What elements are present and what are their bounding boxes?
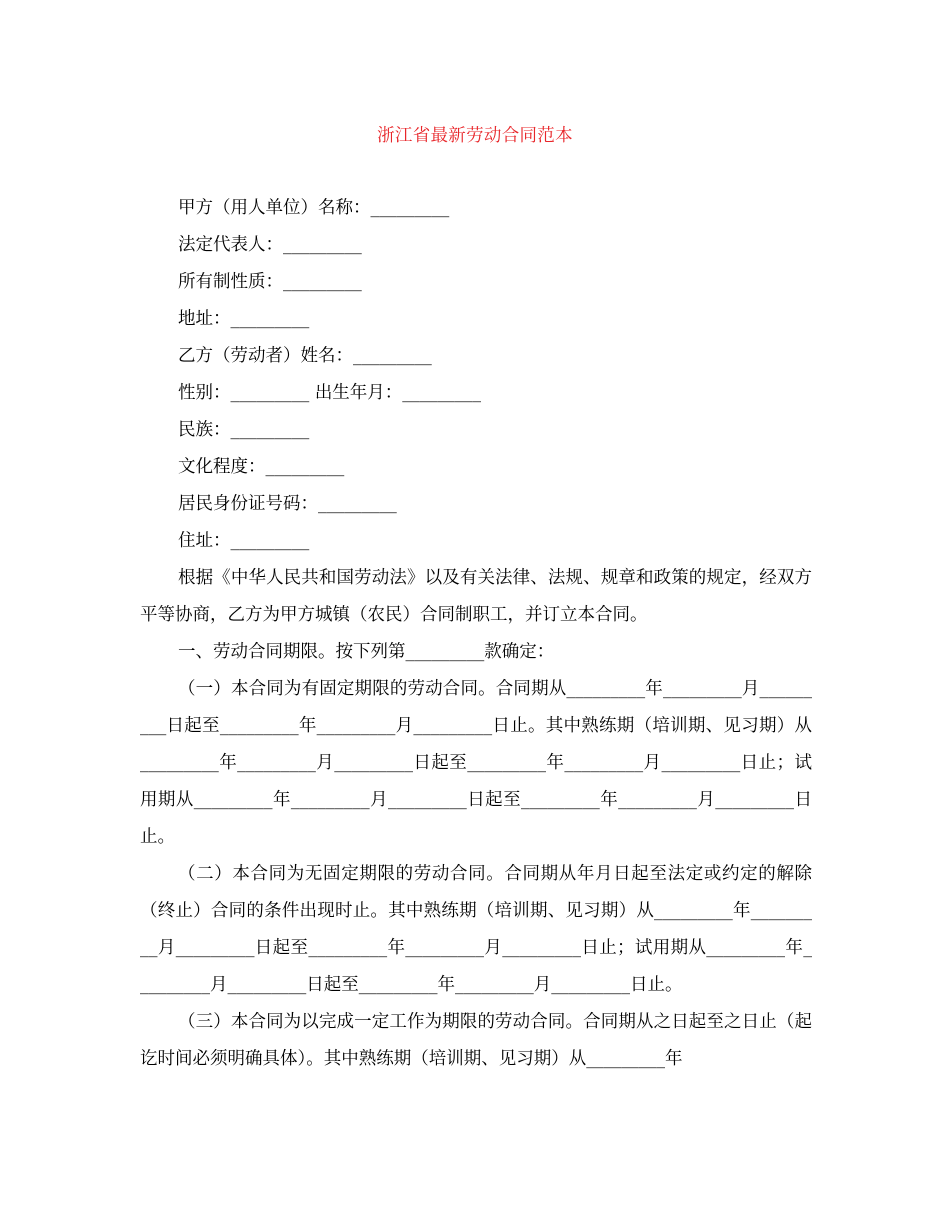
field-employer-address: 地址：_________ bbox=[178, 309, 310, 329]
paragraph-open-term: （二）本合同为无固定期限的劳动合同。合同期从年月日起至法定或约定的解除（终止）合同的条件出现时止。其中熟练期（培训期、见习期）从_________年_________月_________日起至_________年_________月_________日止；试用期从_________年_________月_________日起至_________年_________月_________日止。 bbox=[140, 864, 812, 995]
field-gender-birth: 性别：_________ 出生年月：_________ bbox=[178, 383, 482, 403]
field-legal-representative: 法定代表人：_________ bbox=[178, 235, 362, 255]
field-ethnicity: 民族：_________ bbox=[178, 420, 310, 440]
paragraph-task-term: （三）本合同为以完成一定工作为期限的劳动合同。合同期从之日起至之日止（起讫时间必须明确具体）。其中熟练期（培训期、见习期）从_________年 bbox=[140, 1012, 812, 1069]
paragraph-preamble: 根据《中华人民共和国劳动法》以及有关法律、法规、规章和政策的规定，经双方平等协商，乙方为甲方城镇（农民）合同制职工，并订立本合同。 bbox=[140, 568, 812, 625]
paragraph-fixed-term: （一）本合同为有固定期限的劳动合同。合同期从_________年_________月_________日起至_________年_________月_________日止。其中熟练期（培训期、见习期）从_________年_________月_________日起至_________年_________月_________日止；试用期从_________年_________月_________日起至_________年_________月_________日止。 bbox=[140, 679, 812, 847]
field-ownership-nature: 所有制性质：_________ bbox=[178, 272, 362, 292]
field-id-number: 居民身份证号码：_________ bbox=[178, 494, 397, 514]
field-education: 文化程度：_________ bbox=[178, 457, 345, 477]
paragraph-term-heading: 一、劳动合同期限。按下列第_________款确定： bbox=[178, 642, 555, 662]
field-employee-address: 住址：_________ bbox=[178, 531, 310, 551]
document-body bbox=[140, 196, 812, 1078]
document-title: 浙江省最新劳动合同范本 bbox=[377, 126, 573, 146]
field-employer-name: 甲方（用人单位）名称：_________ bbox=[178, 198, 450, 218]
field-employee-name: 乙方（劳动者）姓名：_________ bbox=[178, 346, 432, 366]
